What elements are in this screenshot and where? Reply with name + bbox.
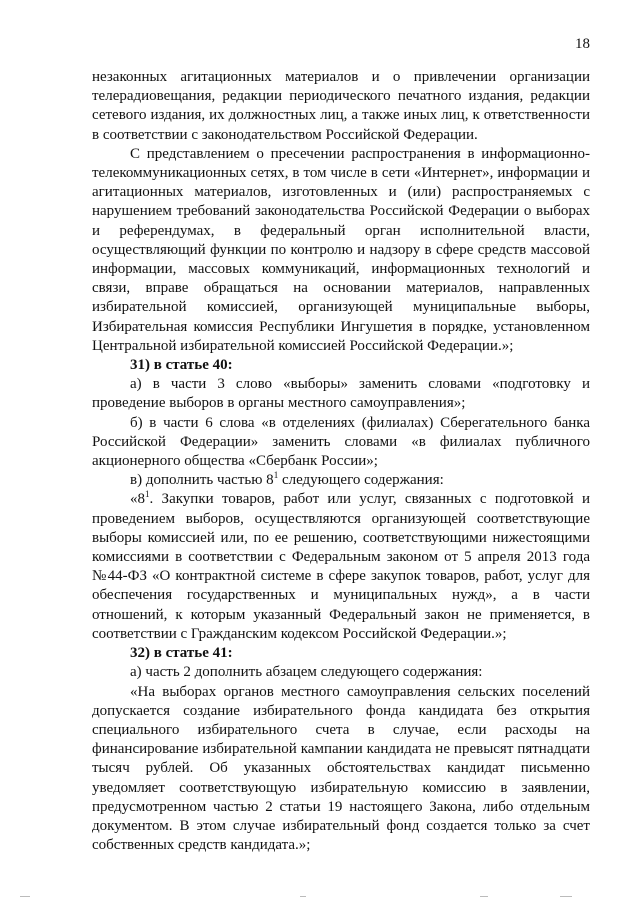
paragraph-internet-representation: С представлением о пресечении распространения в информационно-телекоммуникационных сетях, в том числе в сети «Интернет», информации и агитационных материалов, изготовленных и (или) распространяемых с нарушением требований законодательства Российской Федерации о выборах и референдумах, в федеральный орган исполнительной власти, осуществляющий функции по контролю и надзору в сфере средств массовой информации, массовых коммуникаций, информационных технологий и связи, вправе обращаться на основании материалов, направленных избирательной комиссией, организующей муниципальные выборы, Избирательная комиссия Республики Ингушетия в порядке, установленном Центральной избирательной комиссией Российской Федерации.»;	[92, 145, 590, 354]
superscript-mark: 1	[145, 489, 150, 500]
article-41-heading: 32) в статье 41:	[130, 645, 233, 662]
page-number: 18	[575, 36, 590, 52]
paragraph-electoral-fund: «На выборах органов местного самоуправления сельских поселений допускается создание избирательного фонда кандидата без открытия специального избирательного счета в случае, если расходы на финансирование избирательной кампании кандидата не превысят пятнадцати тысяч рублей. Об указанных обстоятельствах кандидат письменно уведомляет соответствующую избирательную комиссию в заявлении, предусмотренном частью 2 статьи 19 настоящего Закона, либо отдельным документом. В этом случае избирательный фонд создается только за счет собственных средств кандидата.»;	[92, 683, 590, 854]
paragraph-41-a: а) часть 2 дополнить абзацем следующего содержания:	[130, 664, 483, 681]
paragraph-40-v-text-before: в) дополнить частью 8	[130, 472, 274, 489]
paragraph-part-8-1	[92, 490, 590, 644]
paragraph-40-v-text-after: следующего содержания:	[278, 472, 444, 489]
paragraph-40-a: а) в части 3 слово «выборы» заменить словами «подготовку и проведение выборов в органы местного самоуправления»;	[92, 376, 590, 412]
paragraph-continuation: незаконных агитационных материалов и о привлечении организации телерадиовещания, редакции периодического печатного издания, редакции сетевого издания, их должностных лиц, а также иных лиц, к ответственности в соответствии с законодательством Российской Федерации.	[92, 69, 590, 143]
superscript-mark: 1	[273, 470, 279, 481]
article-40-heading: 31) в статье 40:	[130, 357, 233, 374]
paragraph-part-8-1-text-after: . Закупки товаров, работ или услуг, связанных с подготовкой и проведением выборов, осуществляются организующей соответствующие выборы комиссией или, по ее решению, соответствующими нижестоящими комиссиями в соответствии с Федеральным законом от 5 апреля 2013 года №44-ФЗ «О контрактной системе в сфере закупок товаров, работ, услуг для обеспечения государственных и муниципальных нужд», а в части отношений, к которым указанный Федеральный закон не применяется, в соответствии с Гражданским кодексом Российской Федерации.»;	[92, 491, 590, 642]
document-body	[92, 68, 590, 855]
scan-artifact-line	[300, 896, 306, 897]
paragraph-40-v	[92, 471, 590, 490]
scan-artifact-line	[480, 896, 488, 897]
scan-artifact-line	[20, 896, 30, 897]
paragraph-part-8-1-text-before: «8	[130, 491, 145, 508]
paragraph-40-b: б) в части 6 слова «в отделениях (филиалах) Сберегательного банка Российской Федерации» заменить словами «в филиалах публичного акционерного общества «Сбербанк России»;	[92, 414, 590, 470]
scan-artifact-line	[560, 896, 572, 897]
